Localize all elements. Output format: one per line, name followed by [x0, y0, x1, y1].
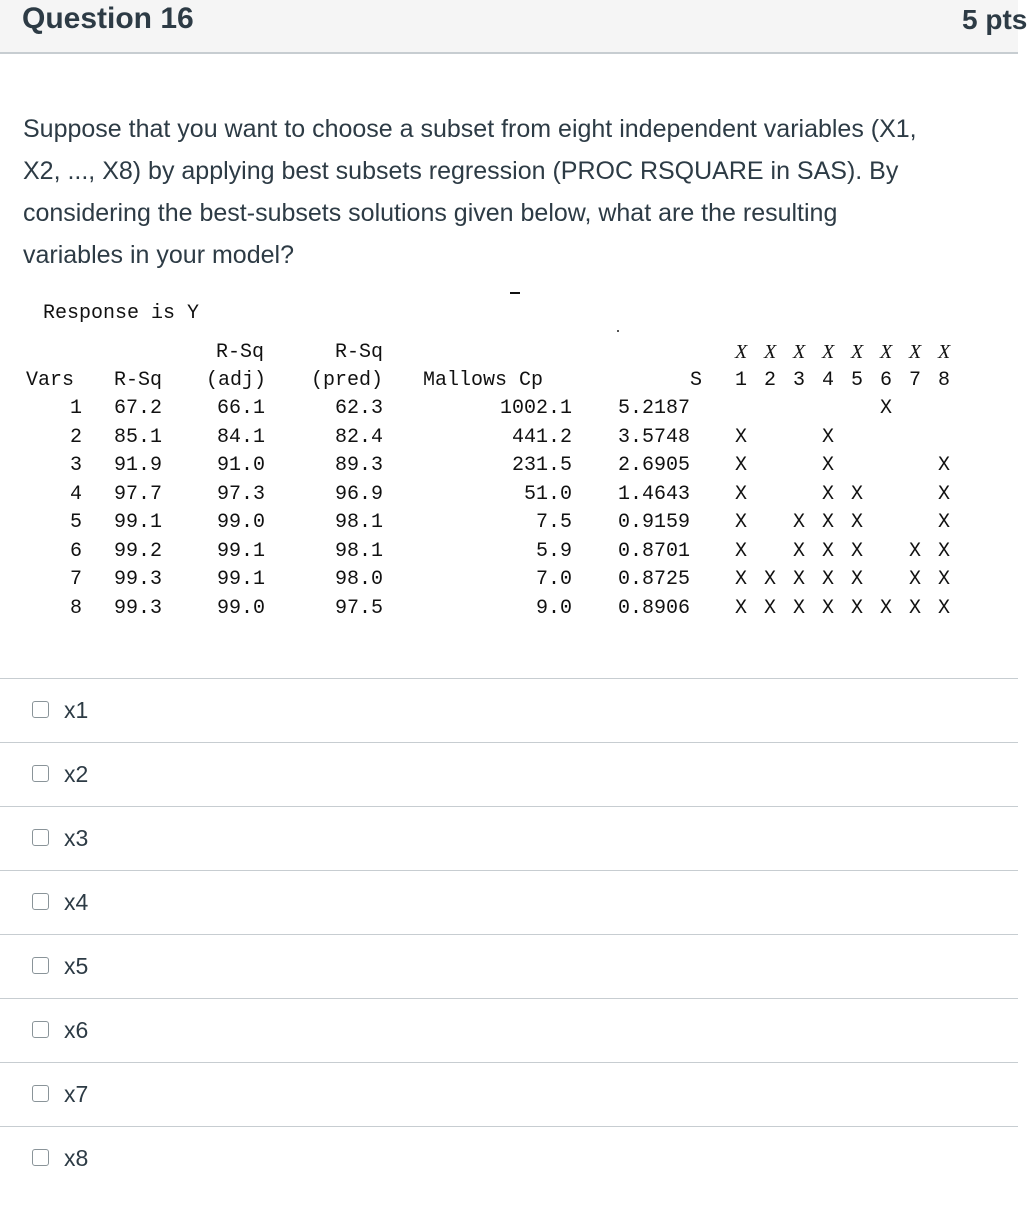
row-rsq-adj: 99.0	[217, 511, 266, 534]
row-var-included: X	[880, 596, 893, 620]
answer-checkbox[interactable]	[32, 829, 49, 846]
header-var-x: X	[793, 341, 806, 363]
header-var-number: 1	[735, 369, 748, 392]
row-rsq: 99.3	[114, 568, 163, 591]
header-mallows-cp: Mallows Cp	[423, 369, 544, 392]
row-rsq-pred: 82.4	[335, 425, 384, 449]
header-rsq: R-Sq	[114, 369, 163, 392]
row-mallows-cp: 51.0	[523, 482, 572, 506]
row-var-included: X	[764, 568, 777, 591]
row-vars: 3	[69, 454, 82, 477]
row-rsq: 97.7	[114, 482, 163, 506]
row-rsq-pred: 96.9	[335, 482, 384, 506]
row-rsq-pred: 89.3	[335, 454, 384, 477]
question-title: Question 16	[22, 2, 194, 35]
answer-checkbox[interactable]	[32, 1085, 49, 1102]
answer-option[interactable]	[0, 678, 1018, 742]
row-var-included: X	[822, 568, 835, 591]
row-vars: 1	[69, 397, 82, 420]
row-mallows-cp: 441.2	[511, 425, 572, 449]
question-header	[0, 0, 1027, 54]
answer-option[interactable]	[0, 1062, 1018, 1126]
row-var-included: X	[851, 539, 864, 563]
header-var-number: 2	[764, 369, 777, 392]
row-var-included: X	[735, 511, 748, 534]
header-var-number: 4	[822, 369, 835, 392]
row-s: 2.6905	[618, 454, 691, 477]
header-var-number: 7	[909, 369, 922, 392]
row-var-included: X	[938, 482, 951, 506]
question-text-line: X2, ..., X8) by applying best subsets regression (PROC RSQUARE in SAS). By	[23, 157, 899, 185]
answer-label[interactable]: x6	[64, 1017, 89, 1043]
row-var-included: X	[909, 596, 922, 620]
row-vars: 2	[69, 425, 82, 449]
row-rsq-adj: 99.1	[217, 568, 266, 591]
row-rsq: 99.2	[114, 539, 163, 563]
header-var-x: X	[880, 341, 893, 363]
row-rsq-adj: 91.0	[217, 454, 266, 477]
row-rsq: 67.2	[114, 397, 163, 420]
row-var-included: X	[793, 511, 806, 534]
answer-label[interactable]: x1	[64, 697, 89, 723]
row-var-included: X	[938, 539, 951, 563]
stray-dot	[617, 330, 619, 332]
row-vars: 5	[69, 511, 82, 534]
row-var-included: X	[822, 539, 835, 563]
answer-checkbox[interactable]	[32, 893, 49, 910]
row-var-included: X	[822, 425, 835, 449]
answer-label[interactable]: x2	[64, 761, 89, 787]
question-text-line: considering the best-subsets solutions given below, what are the resulting	[23, 199, 838, 227]
row-rsq: 99.1	[114, 511, 163, 534]
answer-checkbox[interactable]	[32, 1021, 49, 1038]
row-rsq-pred: 98.1	[335, 539, 384, 563]
row-var-included: X	[880, 397, 893, 420]
answer-checkbox[interactable]	[32, 765, 49, 782]
row-var-included: X	[735, 568, 748, 591]
row-mallows-cp: 5.9	[535, 539, 572, 563]
answer-label[interactable]: x7	[64, 1081, 89, 1107]
answer-label[interactable]: x8	[64, 1145, 89, 1171]
question-text-line: variables in your model?	[23, 241, 294, 269]
header-var-number: 5	[851, 369, 864, 392]
row-mallows-cp: 9.0	[535, 596, 572, 620]
answer-option[interactable]	[0, 806, 1018, 870]
row-var-included: X	[735, 425, 748, 449]
row-var-included: X	[938, 568, 951, 591]
row-var-included: X	[764, 596, 777, 620]
row-rsq-pred: 97.5	[335, 596, 384, 620]
answer-option[interactable]	[0, 998, 1018, 1062]
row-vars: 4	[69, 482, 82, 506]
row-rsq-pred: 98.1	[335, 511, 384, 534]
question-text	[23, 108, 1013, 276]
answer-checkbox[interactable]	[32, 957, 49, 974]
row-rsq-adj: 99.0	[217, 596, 266, 620]
header-var-x: X	[764, 341, 777, 363]
row-rsq: 85.1	[114, 425, 163, 449]
answer-label[interactable]: x4	[64, 889, 89, 915]
answer-checkbox[interactable]	[32, 1149, 49, 1166]
row-var-included: X	[851, 596, 864, 620]
header-s: S	[690, 369, 703, 392]
header-var-number: 8	[938, 369, 951, 392]
answer-option[interactable]	[0, 870, 1018, 934]
header-var-x: X	[822, 341, 835, 363]
row-var-included: X	[822, 454, 835, 477]
header-var-x: X	[909, 341, 922, 363]
header-var-x: X	[851, 341, 864, 363]
row-var-included: X	[938, 596, 951, 620]
stray-mark	[510, 292, 520, 294]
row-var-included: X	[735, 539, 748, 563]
row-s: 0.9159	[618, 511, 691, 534]
row-var-included: X	[822, 511, 835, 534]
row-var-included: X	[851, 511, 864, 534]
row-s: 1.4643	[618, 482, 691, 506]
header-rsq-adj: (adj)	[206, 369, 267, 392]
row-var-included: X	[938, 454, 951, 477]
row-var-included: X	[851, 482, 864, 506]
answer-label[interactable]: x5	[64, 953, 89, 979]
question-text-line: Suppose that you want to choose a subset from eight independent variables (X1,	[23, 115, 917, 143]
row-rsq-pred: 98.0	[335, 568, 384, 591]
row-s: 0.8701	[618, 539, 691, 563]
header-rsq-pred: (pred)	[311, 369, 384, 392]
row-vars: 6	[69, 539, 82, 563]
answer-option[interactable]	[0, 1126, 1018, 1190]
row-var-included: X	[822, 482, 835, 506]
row-rsq: 91.9	[114, 454, 163, 477]
row-s: 0.8725	[618, 568, 691, 591]
response-label: Response is Y	[43, 302, 200, 325]
row-vars: 7	[69, 568, 82, 591]
answer-list	[0, 678, 1018, 1190]
header-rsq-pred: R-Sq	[335, 341, 384, 364]
row-rsq-adj: 97.3	[217, 482, 266, 506]
row-var-included: X	[909, 568, 922, 591]
row-var-included: X	[735, 454, 748, 477]
row-rsq: 99.3	[114, 596, 163, 620]
row-var-included: X	[793, 539, 806, 563]
row-s: 5.2187	[618, 397, 691, 420]
answer-option[interactable]	[0, 742, 1018, 806]
row-var-included: X	[793, 596, 806, 620]
question-points: 5 pts	[962, 4, 1027, 35]
row-rsq-pred: 62.3	[335, 397, 384, 420]
answer-checkbox[interactable]	[32, 701, 49, 718]
header-var-number: 3	[793, 369, 806, 392]
row-var-included: X	[938, 511, 951, 534]
row-var-included: X	[735, 596, 748, 620]
header-rsq-adj: R-Sq	[216, 341, 265, 364]
header-var-number: 6	[880, 369, 893, 392]
row-rsq-adj: 99.1	[217, 539, 266, 563]
answer-label[interactable]: x3	[64, 825, 89, 851]
row-mallows-cp: 1002.1	[499, 397, 572, 420]
row-mallows-cp: 7.0	[535, 568, 572, 591]
row-var-included: X	[793, 568, 806, 591]
row-var-included: X	[851, 568, 864, 591]
row-s: 0.8906	[618, 596, 691, 620]
row-var-included: X	[822, 596, 835, 620]
row-mallows-cp: 231.5	[511, 454, 572, 477]
header-vars: Vars	[26, 369, 75, 392]
row-vars: 8	[69, 596, 82, 620]
header-var-x: X	[938, 341, 951, 363]
row-var-included: X	[735, 482, 748, 506]
row-s: 3.5748	[618, 425, 691, 449]
row-mallows-cp: 7.5	[535, 511, 572, 534]
row-rsq-adj: 84.1	[217, 425, 266, 449]
row-rsq-adj: 66.1	[217, 397, 266, 420]
header-var-x: X	[735, 341, 748, 363]
row-var-included: X	[909, 539, 922, 563]
answer-option[interactable]	[0, 934, 1018, 998]
